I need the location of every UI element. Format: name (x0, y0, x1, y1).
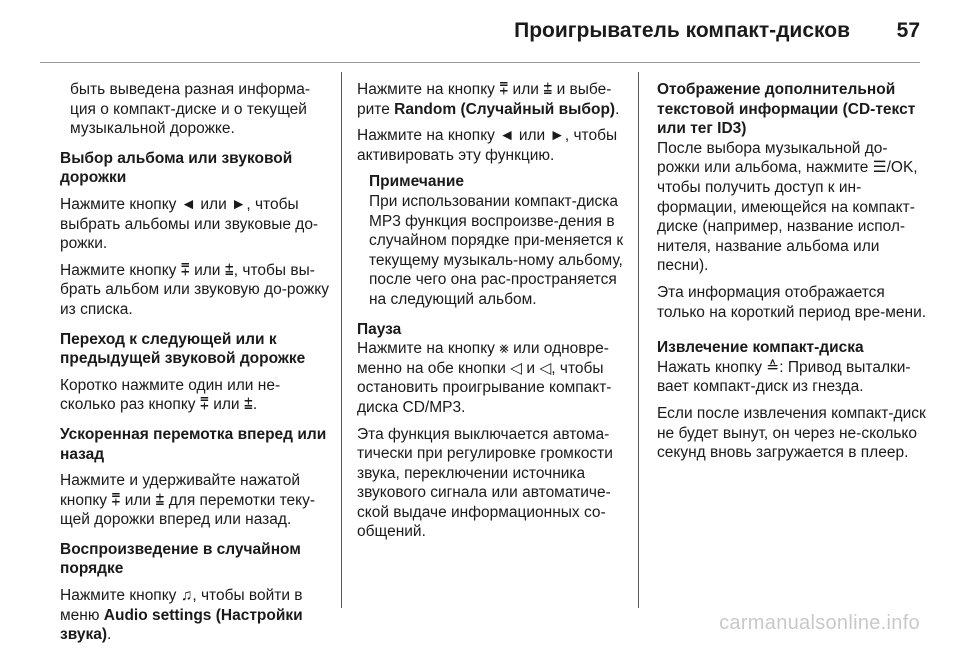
album-paragraph-1: Нажмите кнопку ◄ или ►, чтобы выбрать альбомы или звуковые до-рожки. (60, 195, 319, 253)
column-divider-2 (638, 72, 639, 608)
fast-forward-heading: Ускоренная перемотка вперед или назад (60, 425, 327, 463)
column-1 (60, 80, 332, 652)
note-text: При использовании компакт-диска MP3 функция воспроизве-дения в случайном порядке при-меняется к текущему музыкаль-ному альбому, после чего она рас-пространяется на следующий альбом. (369, 192, 624, 308)
column-divider-1 (341, 72, 342, 608)
column-3 (657, 80, 927, 470)
note-block (357, 172, 627, 309)
album-paragraph-2: Нажмите кнопку ⩱ или ⩲, чтобы вы-брать альбом или звуковую до-рожку из списка. (60, 261, 329, 318)
header-divider (40, 62, 920, 63)
eject-paragraph: Нажать кнопку ≙: Привод выталки-вает компакт-диск из гнезда. (657, 358, 911, 396)
intro-paragraph: быть выведена разная информа-ция о компакт-диске и о текущей музыкальной дорожке. (70, 81, 311, 138)
next-track-heading: Переход к следующей или к предыдущей звуковой дорожке (60, 330, 306, 368)
album-heading: Выбор альбома или звуковой дорожки (60, 149, 293, 187)
cd-text-paragraph-2: Эта информация отображается только на короткий период вре-мени. (657, 283, 927, 321)
random-heading: Воспроизведение в случайном порядке (60, 540, 301, 578)
cd-text-paragraph: После выбора музыкальной до-рожки или альбома, нажмите ☰/OK, чтобы получить доступ к ин-формации, имеющейся на компакт-диске (например, название испол-нителя, название альбома или песни). (657, 139, 918, 275)
pause-paragraph-2: Эта функция выключается автома-тически при регулировке громкости звука, переключении источника звукового сигнала или автоматиче-ской выдаче информационных со-общений. (357, 425, 613, 541)
page-header (0, 0, 960, 62)
page-number: 57 (896, 19, 920, 42)
page-title: Проигрыватель компакт-дисков (514, 19, 850, 42)
pause-heading: Пауза (357, 320, 402, 338)
audio-settings-menu-name: Audio settings (Настройки звука) (60, 606, 303, 644)
random-select-paragraph: Нажмите на кнопку ⩱ или ⩲ и выбе-рите Random (Случайный выбор). (357, 81, 620, 118)
eject-paragraph-2: Если после извлечения компакт-диск не будет вынут, он через не-сколько секунд вновь загружается в плеер. (657, 404, 926, 462)
random-paragraph: Нажмите кнопку ♫, чтобы войти в меню Audio settings (Настройки звука). (60, 587, 303, 644)
note-title: Примечание (369, 173, 464, 191)
cd-text-heading: Отображение дополнительной текстовой информации (CD-текст или тег ID3) (657, 81, 916, 138)
eject-heading: Извлечение компакт-диска (657, 339, 864, 357)
random-activate-paragraph: Нажмите на кнопку ◄ или ►, чтобы активировать эту функцию. (357, 127, 618, 164)
column-2 (357, 80, 627, 549)
fast-forward-paragraph: Нажмите и удерживайте нажатой кнопку ⩱ или ⩲ для перемотки теку-щей дорожки вперед или назад. (60, 472, 315, 529)
next-track-paragraph: Коротко нажмите один или не-сколько раз кнопку ⩱ или ⩲. (60, 376, 281, 414)
watermark: carmanualsonline.info (719, 612, 920, 634)
pause-paragraph: Нажмите на кнопку ⨳ или одновре-менно на обе кнопки ◁ и ◁, чтобы остановить проигрывание компакт-диска CD/MP3. (357, 340, 612, 416)
random-menu-name: Random (Случайный выбор) (394, 100, 616, 118)
